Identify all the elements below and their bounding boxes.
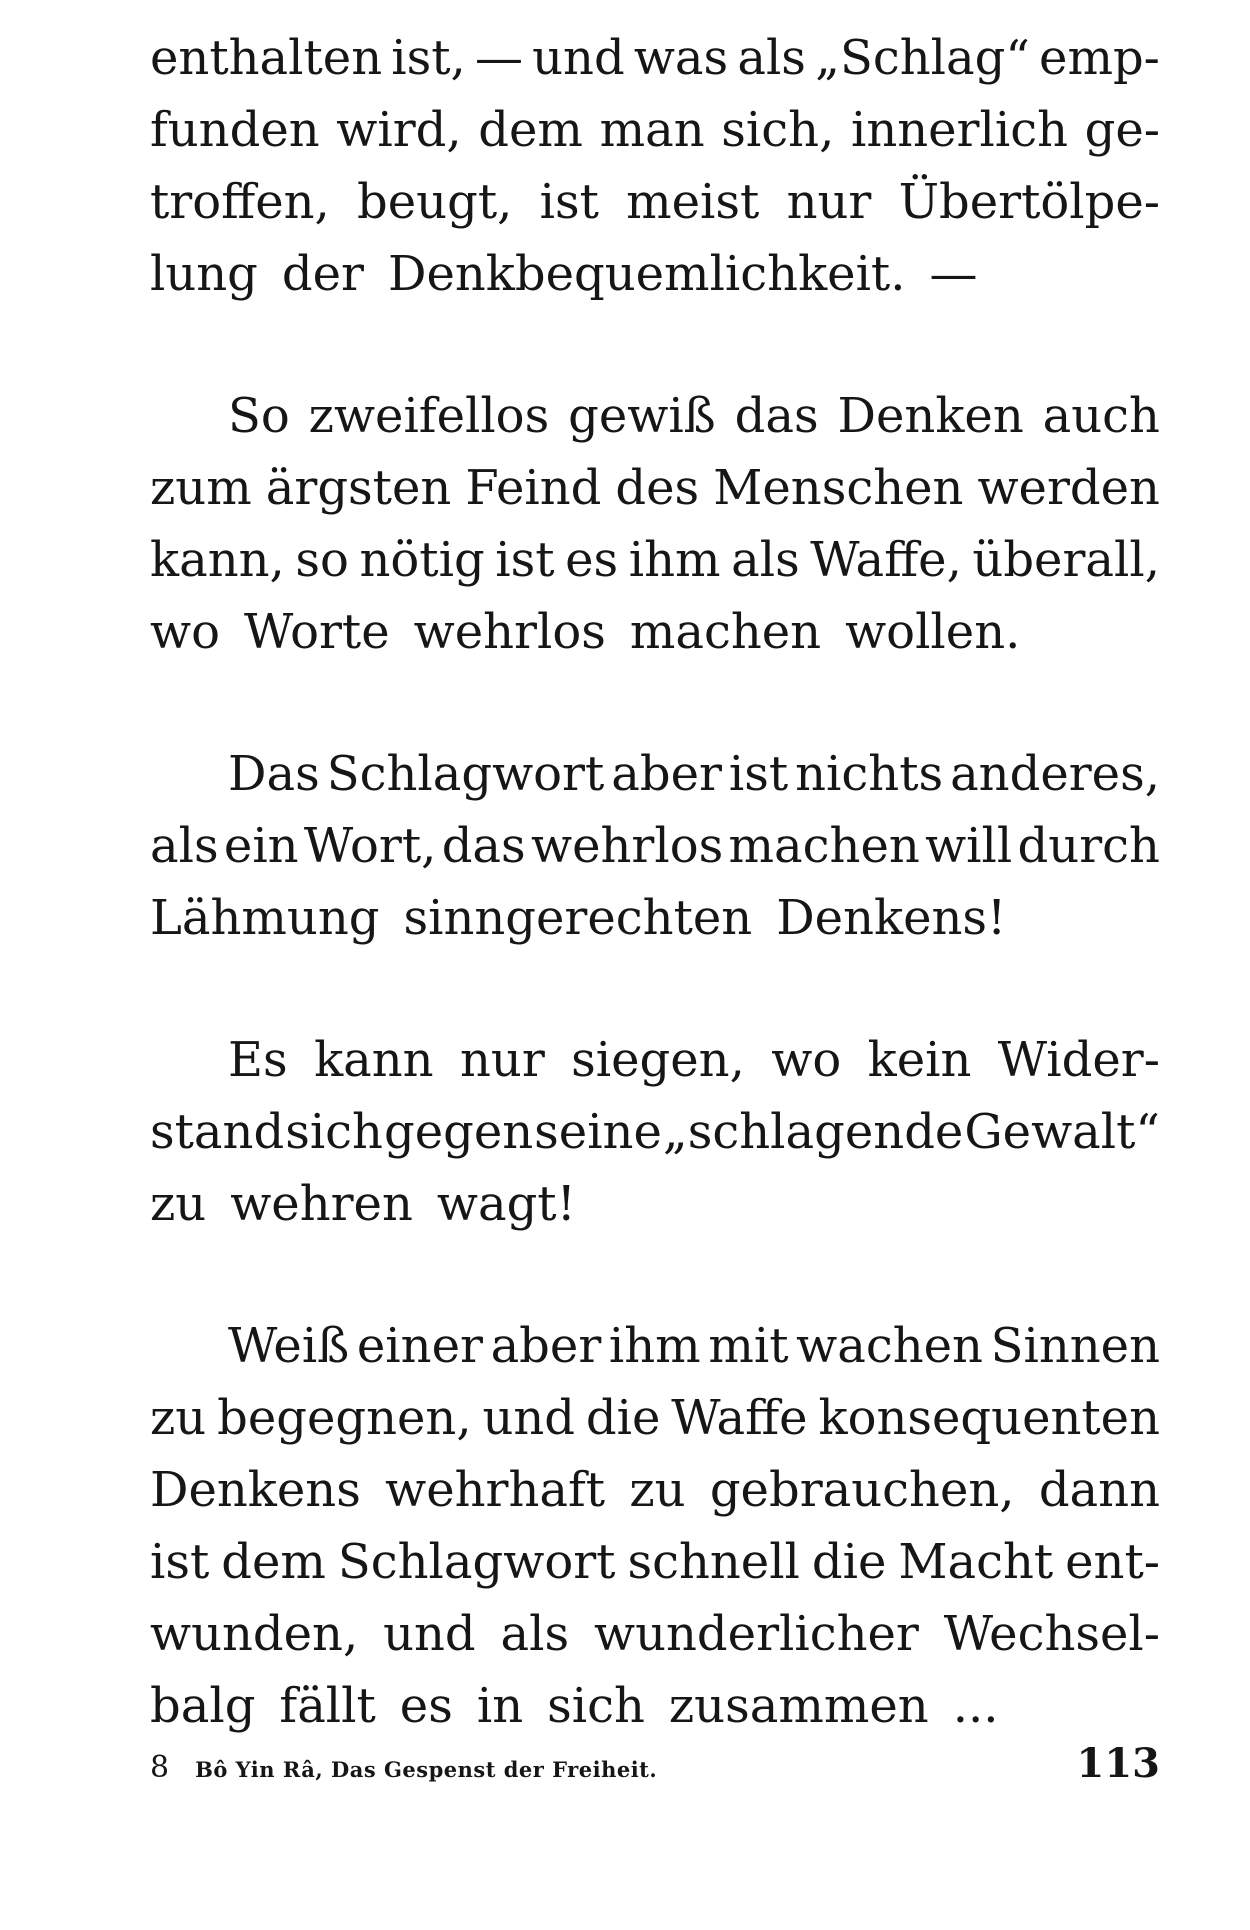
word: zu [150, 1176, 207, 1232]
word: Wechsel- [943, 1606, 1160, 1662]
word: das [441, 818, 526, 874]
word: die [811, 1534, 887, 1590]
word: ein [223, 818, 299, 874]
word: will [925, 818, 1013, 874]
word: wehren [230, 1176, 413, 1232]
word: — [474, 30, 523, 86]
word: Waffe [671, 1390, 808, 1446]
word: mit [708, 1318, 789, 1374]
word: siegen, [571, 1032, 745, 1088]
word: Denkens! [776, 890, 1007, 946]
word: wachen [796, 1318, 983, 1374]
word: nur [459, 1032, 545, 1088]
word: zu [629, 1462, 686, 1518]
word: ist [728, 746, 789, 802]
word: wehrlos [413, 604, 606, 660]
word: Waffe, [810, 532, 962, 588]
word: wo [150, 604, 220, 660]
word: überall, [972, 532, 1160, 588]
word: — [929, 246, 978, 302]
text-line [150, 1526, 1160, 1598]
word: beugt, [357, 174, 513, 230]
word: Übertölpe- [898, 174, 1160, 230]
word: Wort, [303, 818, 437, 874]
page-footer [150, 1740, 1160, 1787]
word: meist [626, 174, 760, 230]
word: ihm [628, 532, 721, 588]
text-line [150, 882, 1160, 954]
word: anderes, [950, 746, 1160, 802]
word: So [228, 388, 290, 444]
word: lung [150, 246, 258, 302]
word: dem [478, 102, 583, 158]
word: konsequenten [818, 1390, 1160, 1446]
word: als [737, 30, 806, 86]
word: gebrauchen, [709, 1462, 1015, 1518]
text-line [150, 94, 1160, 166]
word: ge- [1084, 102, 1160, 158]
word: kein [867, 1032, 972, 1088]
text-line [150, 1096, 1160, 1168]
word: sich [285, 1104, 383, 1160]
word: durch [1017, 818, 1160, 874]
text-line [150, 22, 1160, 94]
word: kann [314, 1032, 434, 1088]
word: Es [228, 1032, 288, 1088]
word: „Schlag“ [815, 30, 1030, 86]
word: gewiß [568, 388, 716, 444]
word: auch [1042, 388, 1160, 444]
word: wollen. [845, 604, 1021, 660]
word: enthalten [150, 30, 383, 86]
word: Worte [243, 604, 390, 660]
word: aber [611, 746, 722, 802]
word: die [585, 1390, 661, 1446]
word: es [399, 1678, 453, 1734]
word: Schlagwort [326, 746, 605, 802]
word: wehrlos [530, 818, 724, 874]
word: machen [629, 604, 822, 660]
word: der [281, 246, 364, 302]
paragraph-4 [150, 1024, 1160, 1240]
word: nötig [359, 532, 485, 588]
text-line [150, 1168, 1160, 1240]
word: als [500, 1606, 570, 1662]
word: Das [228, 746, 320, 802]
word: nur [786, 174, 872, 230]
word: sinngerechten [403, 890, 753, 946]
word: fällt [279, 1678, 376, 1734]
word: Sinnen [990, 1318, 1160, 1374]
word: so [295, 532, 349, 588]
text-line [150, 1024, 1160, 1096]
word: einer [356, 1318, 483, 1374]
word: emp- [1039, 30, 1160, 86]
word: als [150, 818, 219, 874]
word: dem [221, 1534, 326, 1590]
word: was [633, 30, 729, 86]
word: zum [150, 460, 252, 516]
text-line [150, 596, 1160, 668]
text-line [150, 380, 1160, 452]
word: es [565, 532, 619, 588]
word: „schlagende [662, 1104, 964, 1160]
word: das [734, 388, 819, 444]
text-line [150, 1598, 1160, 1670]
word: ärgsten [265, 460, 452, 516]
text-line [150, 1454, 1160, 1526]
signature-mark: 8 [150, 1750, 170, 1785]
word: des [615, 460, 700, 516]
word: und [532, 30, 625, 86]
word: Feind [465, 460, 602, 516]
word: aber [490, 1318, 602, 1374]
word: ist [150, 1534, 210, 1590]
word: sich [547, 1678, 645, 1734]
word: ... [952, 1678, 999, 1734]
word: zu [150, 1390, 207, 1446]
word: ist [539, 174, 599, 230]
text-line [150, 738, 1160, 810]
word: troffen, [150, 174, 330, 230]
word: Denken [837, 388, 1024, 444]
word: nichts [795, 746, 944, 802]
word: Macht [898, 1534, 1054, 1590]
word: zweifellos [308, 388, 550, 444]
word: seine [534, 1104, 662, 1160]
text-line [150, 166, 1160, 238]
word: Lähmung [150, 890, 380, 946]
word: stand [150, 1104, 285, 1160]
word: in [476, 1678, 524, 1734]
word: machen [728, 818, 920, 874]
word: und [383, 1606, 476, 1662]
word: Gewalt“ [964, 1104, 1160, 1160]
word: als [731, 532, 800, 588]
text-line [150, 1382, 1160, 1454]
paragraph-1 [150, 22, 1160, 310]
paragraph-5 [150, 1310, 1160, 1742]
word: wunderlicher [594, 1606, 919, 1662]
word: wagt! [436, 1176, 576, 1232]
word: ihm [608, 1318, 701, 1374]
word: zusammen [668, 1678, 929, 1734]
word: dann [1038, 1462, 1160, 1518]
word: wunden, [150, 1606, 359, 1662]
text-line [150, 452, 1160, 524]
word: balg [150, 1678, 256, 1734]
text-line [150, 524, 1160, 596]
word: innerlich [850, 102, 1068, 158]
word: ist [495, 532, 555, 588]
word: wo [771, 1032, 842, 1088]
text-line [150, 238, 1160, 310]
word: wehrhaft [385, 1462, 606, 1518]
paragraph-3 [150, 738, 1160, 954]
word: wird, [336, 102, 462, 158]
page-body [150, 22, 1160, 1742]
word: Weiß [228, 1318, 350, 1374]
text-line [150, 810, 1160, 882]
word: werden [977, 460, 1160, 516]
footer-left [150, 1750, 657, 1785]
word: schnell [627, 1534, 800, 1590]
text-line [150, 1670, 1160, 1742]
word: Denkens [150, 1462, 361, 1518]
word: ent- [1065, 1534, 1160, 1590]
word: kann, [150, 532, 285, 588]
word: ist, [391, 30, 466, 86]
word: begegnen, [217, 1390, 472, 1446]
word: Wider- [997, 1032, 1160, 1088]
word: man [599, 102, 705, 158]
word: funden [150, 102, 320, 158]
word: Menschen [713, 460, 964, 516]
word: Schlagwort [337, 1534, 616, 1590]
word: sich, [721, 102, 835, 158]
word: Denkbequemlichkeit. [387, 246, 906, 302]
page-number: 113 [1076, 1740, 1160, 1787]
paragraph-2 [150, 380, 1160, 668]
text-line [150, 1310, 1160, 1382]
book-source: Bô Yin Râ, Das Gespenst der Freiheit. [195, 1757, 658, 1782]
word: gegen [383, 1104, 534, 1160]
word: und [482, 1390, 576, 1446]
